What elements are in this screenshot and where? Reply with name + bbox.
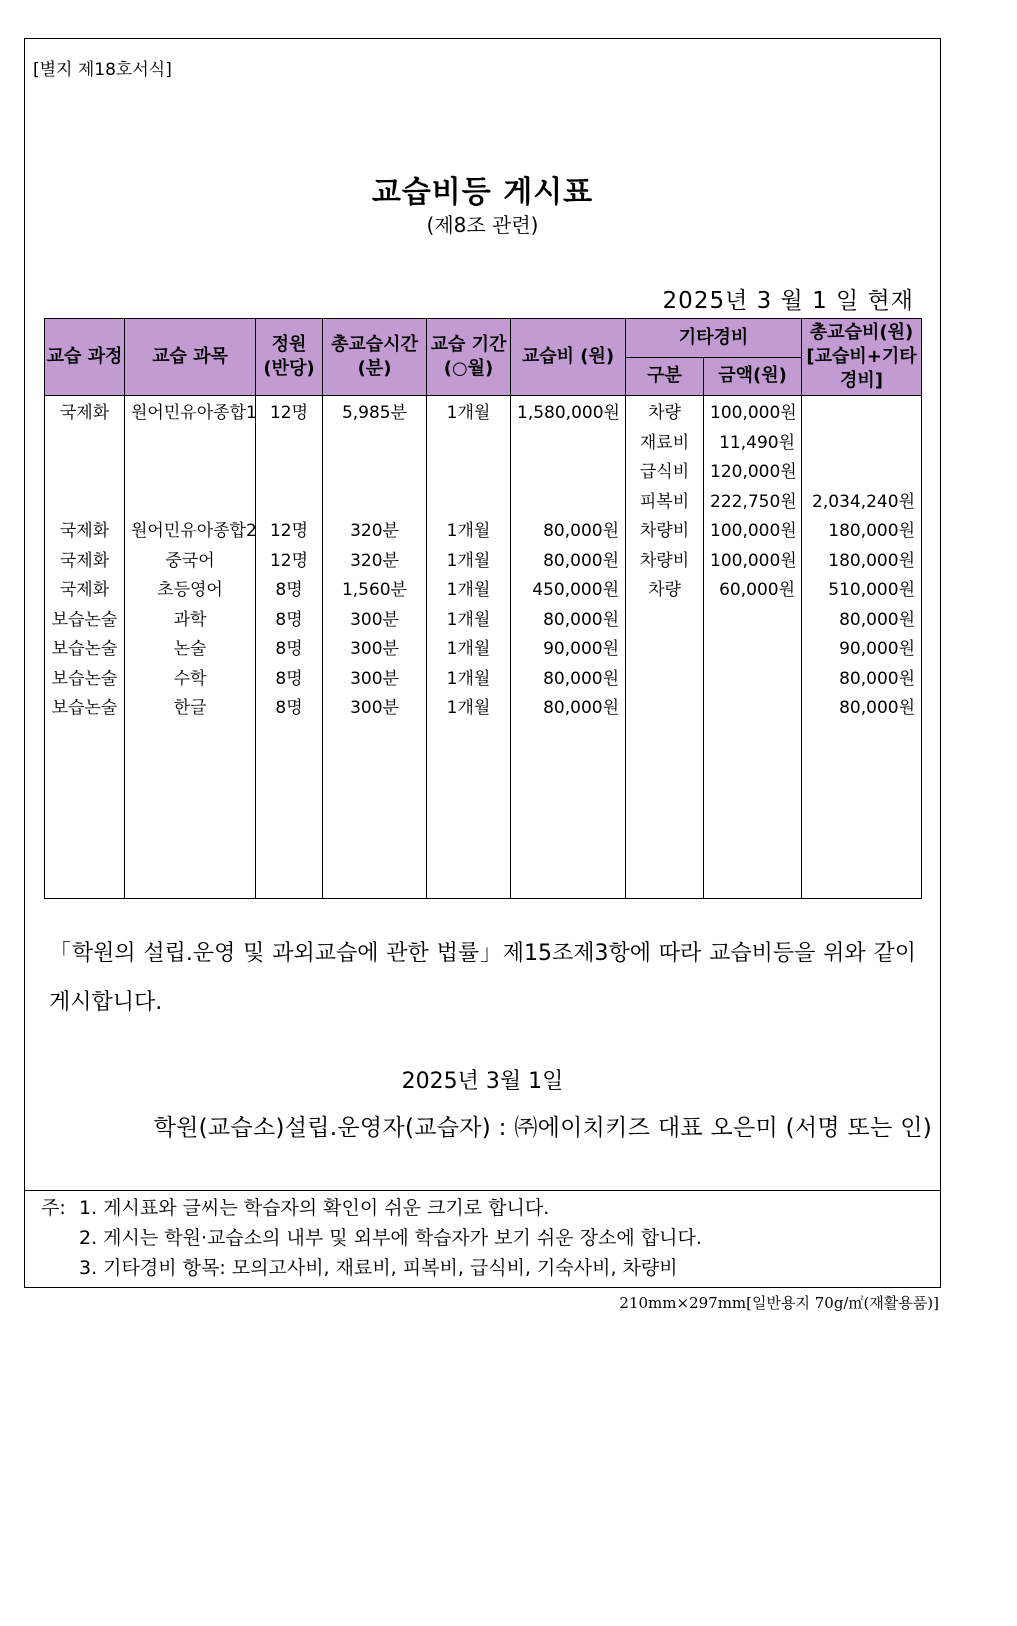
fee-table-body xyxy=(45,396,922,899)
cell-amount: 100,000원 xyxy=(704,396,802,426)
fee-table xyxy=(44,318,922,899)
cell-category: 차량 xyxy=(626,573,704,603)
cell-subject: 논술 xyxy=(125,632,256,662)
notes-divider xyxy=(25,1190,940,1191)
table-row xyxy=(45,485,922,515)
cell-period: 1개월 xyxy=(427,544,511,574)
table-row xyxy=(45,573,922,603)
cell-total: 80,000원 xyxy=(802,662,922,692)
cell-total xyxy=(802,455,922,485)
cell-category xyxy=(626,632,704,662)
note-item: 3. 기타경비 항목: 모의고사비, 재료비, 피복비, 급식비, 기숙사비, 차량비 xyxy=(79,1257,678,1279)
cell-amount: 120,000원 xyxy=(704,455,802,485)
table-row-empty xyxy=(45,721,922,751)
cell-tuition: 80,000원 xyxy=(511,544,626,574)
cell-category: 급식비 xyxy=(626,455,704,485)
cell-total xyxy=(802,396,922,426)
cell-period: 1개월 xyxy=(427,396,511,426)
cell-tuition: 80,000원 xyxy=(511,603,626,633)
cell-capacity: 8명 xyxy=(256,603,323,633)
cell-category xyxy=(626,691,704,721)
table-row xyxy=(45,455,922,485)
cell-total-time: 5,985분 xyxy=(323,396,427,426)
cell-period: 1개월 xyxy=(427,603,511,633)
notes-label: 주: xyxy=(41,1197,66,1219)
cell-course xyxy=(45,426,125,456)
cell-total-time: 300분 xyxy=(323,603,427,633)
cell-total-time: 300분 xyxy=(323,632,427,662)
cell-amount: 60,000원 xyxy=(704,573,802,603)
cell-total: 510,000원 xyxy=(802,573,922,603)
cell-capacity xyxy=(256,455,323,485)
cell-amount: 100,000원 xyxy=(704,514,802,544)
cell-subject: 한글 xyxy=(125,691,256,721)
cell-total-time: 320분 xyxy=(323,544,427,574)
cell-category: 차량비 xyxy=(626,544,704,574)
paper-spec: 210mm×297mm[일반용지 70g/㎡(재활용품)] xyxy=(619,1294,939,1312)
cell-tuition: 90,000원 xyxy=(511,632,626,662)
cell-total: 80,000원 xyxy=(802,691,922,721)
form-number: [별지 제18호서식] xyxy=(33,60,172,80)
cell-category: 차량비 xyxy=(626,514,704,544)
cell-total: 90,000원 xyxy=(802,632,922,662)
cell-subject: 중국어 xyxy=(125,544,256,574)
cell-total-time: 300분 xyxy=(323,691,427,721)
table-row xyxy=(45,603,922,633)
cell-capacity xyxy=(256,485,323,515)
cell-course: 국제화 xyxy=(45,396,125,426)
cell-total: 180,000원 xyxy=(802,514,922,544)
cell-capacity: 12명 xyxy=(256,396,323,426)
header-other-expenses: 기타경비 xyxy=(626,319,802,358)
cell-subject: 원어민유아종합1 xyxy=(125,396,256,426)
cell-course: 국제화 xyxy=(45,573,125,603)
header-category: 구분 xyxy=(626,357,704,396)
cell-subject: 과학 xyxy=(125,603,256,633)
header-period: 교습 기간 (○월) xyxy=(427,319,511,396)
cell-total-time: 320분 xyxy=(323,514,427,544)
cell-period: 1개월 xyxy=(427,632,511,662)
cell-tuition xyxy=(511,485,626,515)
header-amount: 금액(원) xyxy=(704,357,802,396)
signer-line: 학원(교습소)설립.운영자(교습자) : ㈜에이치키즈 대표 오은미 (서명 또는 인) xyxy=(153,1115,932,1141)
cell-subject: 수학 xyxy=(125,662,256,692)
cell-category: 재료비 xyxy=(626,426,704,456)
table-row xyxy=(45,544,922,574)
cell-period: 1개월 xyxy=(427,514,511,544)
cell-course: 보습논술 xyxy=(45,603,125,633)
cell-course xyxy=(45,485,125,515)
cell-total: 80,000원 xyxy=(802,603,922,633)
cell-tuition: 450,000원 xyxy=(511,573,626,603)
note-item: 2. 게시는 학원·교습소의 내부 및 외부에 학습자가 보기 쉬운 장소에 합니다. xyxy=(79,1227,702,1249)
as-of-date: 2025년 3 월 1 일 현재 xyxy=(662,288,914,314)
table-row xyxy=(45,396,922,426)
cell-total-time xyxy=(323,485,427,515)
cell-subject xyxy=(125,485,256,515)
cell-period xyxy=(427,455,511,485)
table-row xyxy=(45,662,922,692)
cell-amount: 11,490원 xyxy=(704,426,802,456)
cell-capacity: 12명 xyxy=(256,544,323,574)
table-row-empty xyxy=(45,809,922,839)
cell-total: 2,034,240원 xyxy=(802,485,922,515)
table-row-empty xyxy=(45,868,922,898)
header-capacity: 정원 (반당) xyxy=(256,319,323,396)
table-row-empty xyxy=(45,839,922,869)
cell-course: 국제화 xyxy=(45,544,125,574)
table-row-empty xyxy=(45,780,922,810)
cell-period: 1개월 xyxy=(427,691,511,721)
cell-amount xyxy=(704,691,802,721)
cell-capacity: 8명 xyxy=(256,573,323,603)
cell-amount: 100,000원 xyxy=(704,544,802,574)
cell-course: 보습논술 xyxy=(45,632,125,662)
cell-course: 국제화 xyxy=(45,514,125,544)
table-row xyxy=(45,514,922,544)
page-subtitle: (제8조 관련) xyxy=(426,213,539,237)
cell-total-time: 1,560분 xyxy=(323,573,427,603)
cell-period xyxy=(427,426,511,456)
cell-amount xyxy=(704,603,802,633)
cell-tuition xyxy=(511,426,626,456)
header-course: 교습 과정 xyxy=(45,319,125,396)
table-row xyxy=(45,632,922,662)
cell-category: 피복비 xyxy=(626,485,704,515)
page-title: 교습비등 게시표 xyxy=(371,175,594,210)
cell-capacity: 8명 xyxy=(256,662,323,692)
statement-text: 「학원의 설립.운영 및 과외교습에 관한 법률」제15조제3항에 따라 교습비등을 위와 같이 게시합니다. xyxy=(49,941,916,1015)
cell-tuition xyxy=(511,455,626,485)
sign-date: 2025년 3월 1일 xyxy=(401,1069,564,1094)
cell-tuition: 1,580,000원 xyxy=(511,396,626,426)
table-row xyxy=(45,691,922,721)
cell-course: 보습논술 xyxy=(45,691,125,721)
cell-course xyxy=(45,455,125,485)
cell-period: 1개월 xyxy=(427,662,511,692)
cell-amount: 222,750원 xyxy=(704,485,802,515)
cell-category: 차량 xyxy=(626,396,704,426)
cell-total: 180,000원 xyxy=(802,544,922,574)
cell-period xyxy=(427,485,511,515)
table-row xyxy=(45,426,922,456)
header-total-time: 총교습시간 (분) xyxy=(323,319,427,396)
form-frame xyxy=(24,38,941,1288)
header-subject: 교습 과목 xyxy=(125,319,256,396)
cell-course: 보습논술 xyxy=(45,662,125,692)
cell-amount xyxy=(704,662,802,692)
cell-capacity: 12명 xyxy=(256,514,323,544)
cell-amount xyxy=(704,632,802,662)
cell-capacity: 8명 xyxy=(256,632,323,662)
cell-tuition: 80,000원 xyxy=(511,691,626,721)
cell-capacity xyxy=(256,426,323,456)
cell-category xyxy=(626,603,704,633)
cell-period: 1개월 xyxy=(427,573,511,603)
header-total: 총교습비(원) [교습비+기타 경비] xyxy=(802,319,922,396)
header-tuition: 교습비 (원) xyxy=(511,319,626,396)
cell-total xyxy=(802,426,922,456)
cell-subject xyxy=(125,455,256,485)
cell-total-time: 300분 xyxy=(323,662,427,692)
cell-tuition: 80,000원 xyxy=(511,514,626,544)
table-row-empty xyxy=(45,750,922,780)
cell-total-time xyxy=(323,455,427,485)
note-item: 1. 게시표와 글씨는 학습자의 확인이 쉬운 크기로 합니다. xyxy=(79,1197,550,1219)
notes xyxy=(41,1193,702,1283)
cell-capacity: 8명 xyxy=(256,691,323,721)
cell-subject: 초등영어 xyxy=(125,573,256,603)
cell-category xyxy=(626,662,704,692)
cell-subject: 원어민유아종합2 xyxy=(125,514,256,544)
cell-total-time xyxy=(323,426,427,456)
cell-subject xyxy=(125,426,256,456)
cell-tuition: 80,000원 xyxy=(511,662,626,692)
